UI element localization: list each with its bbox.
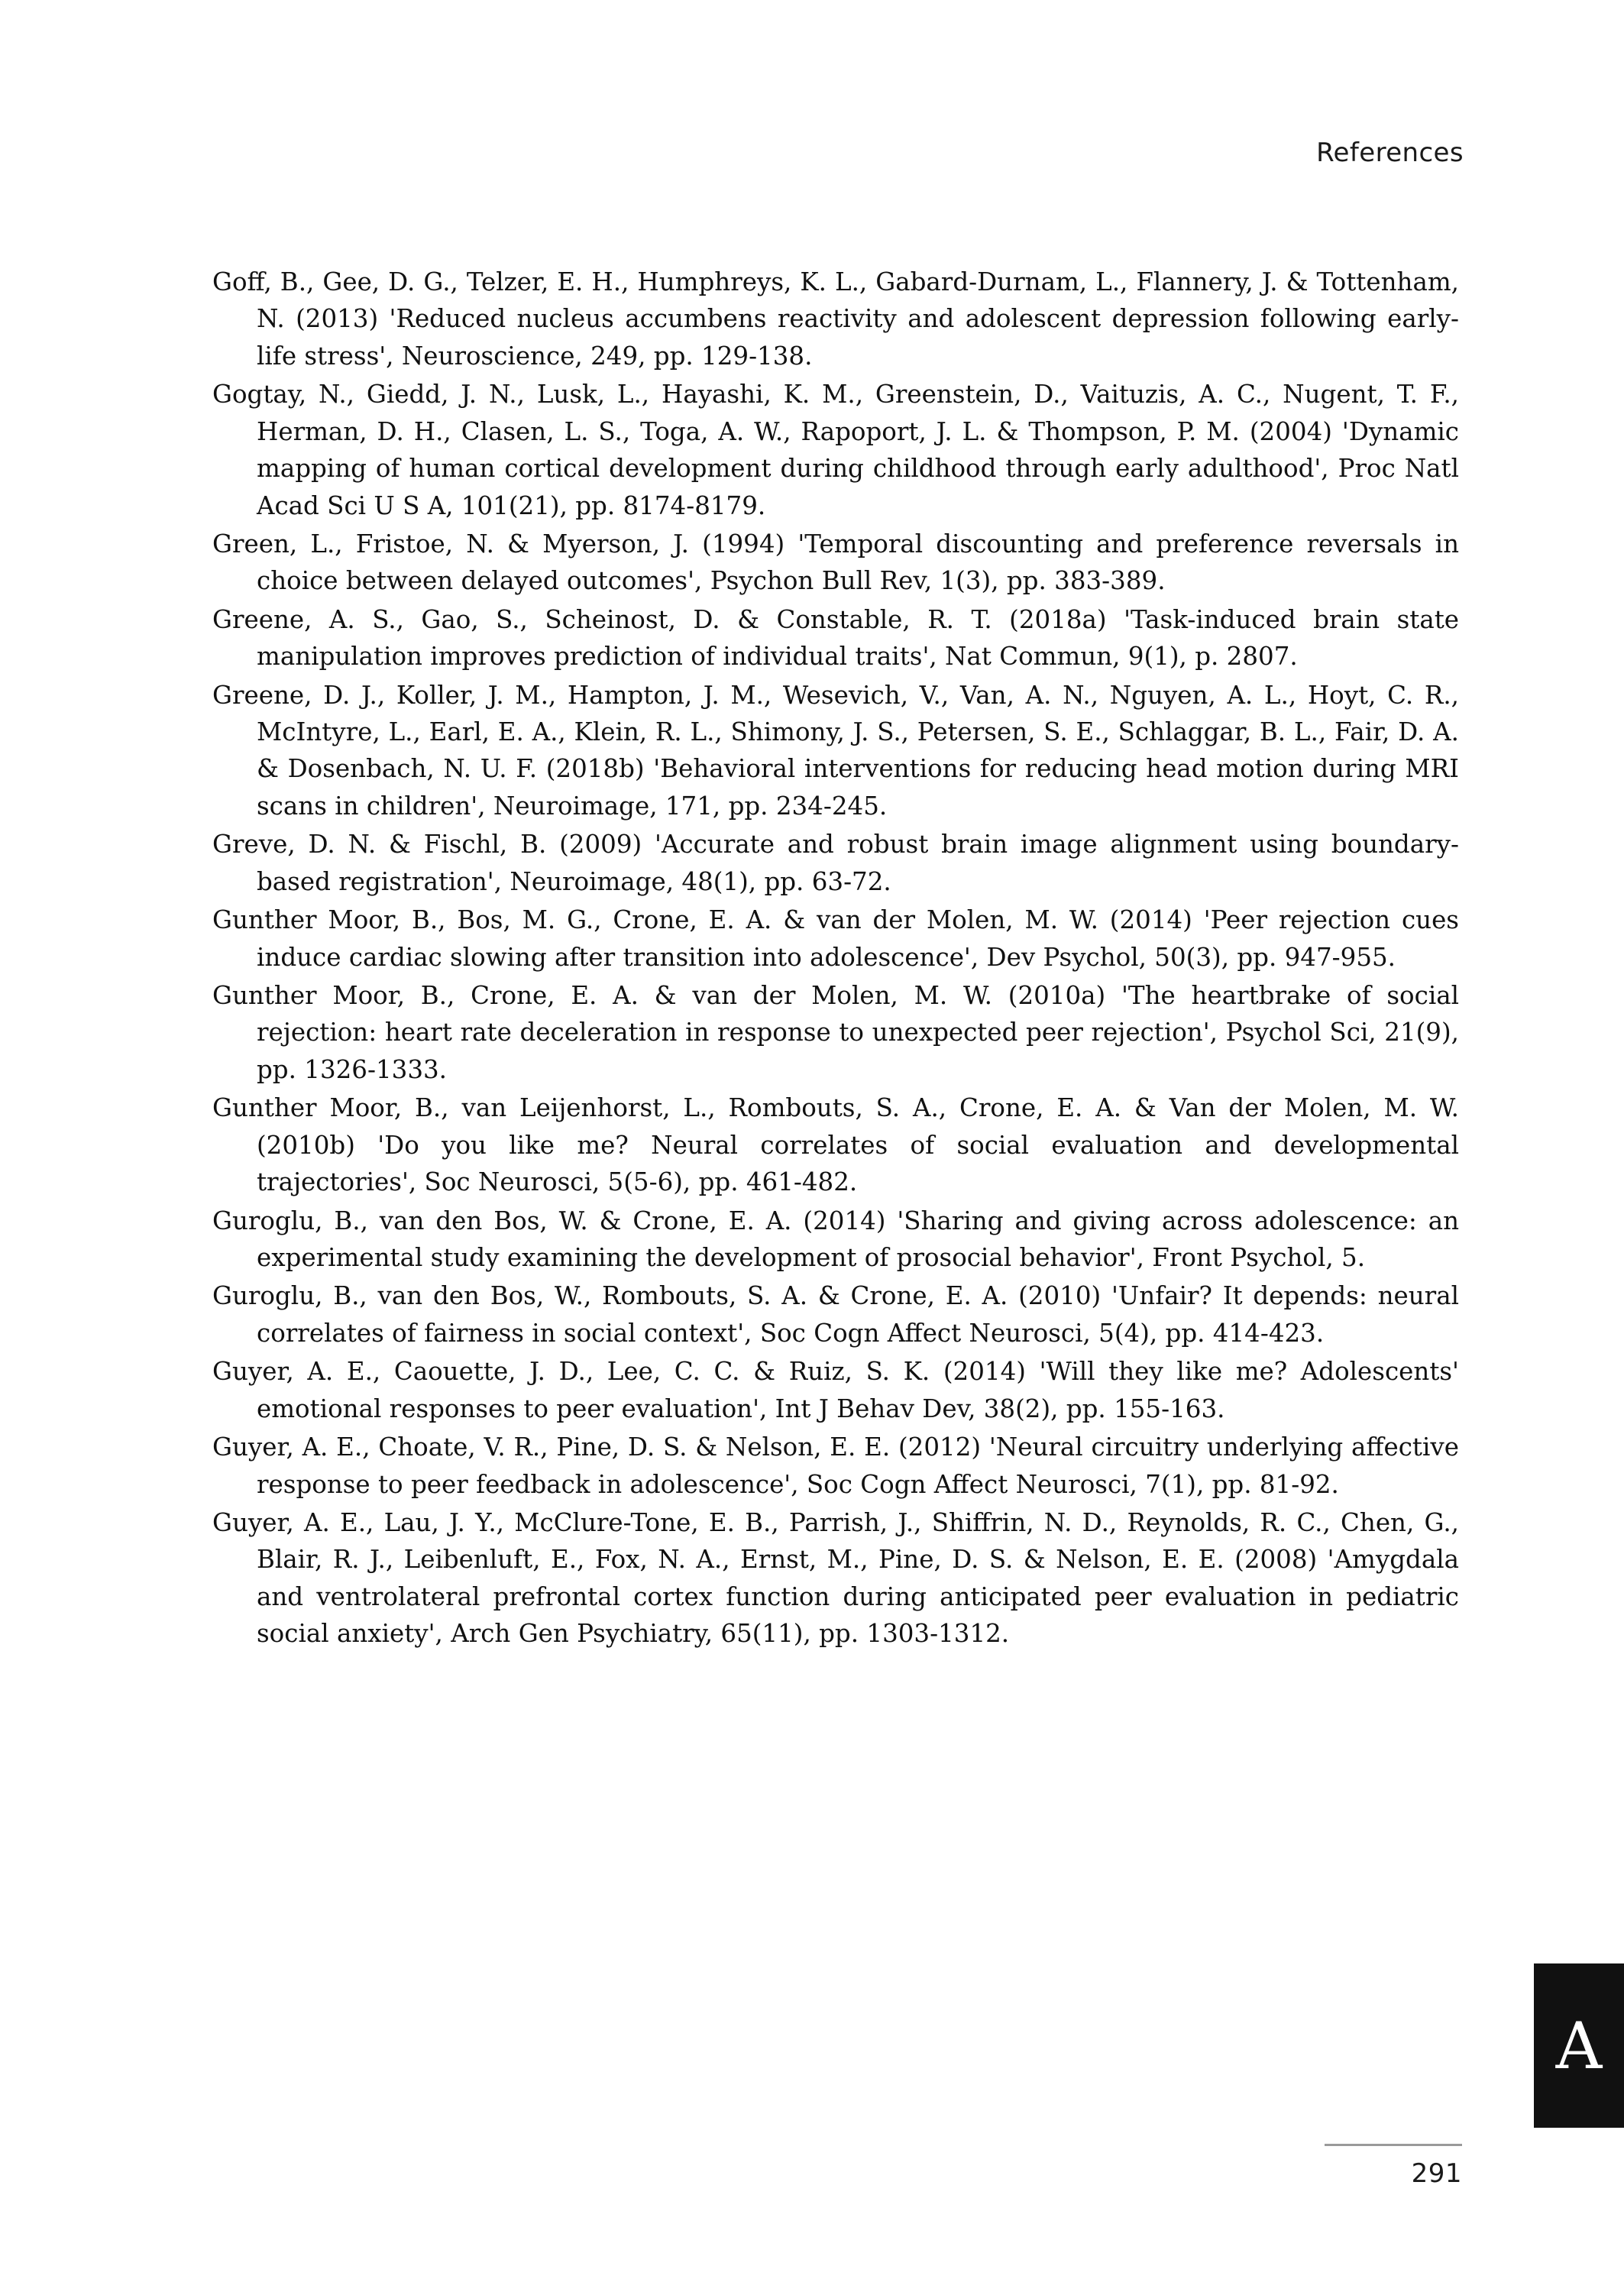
reference-entry: Greve, D. N. & Fischl, B. (2009) 'Accurate and robust brain image alignment using boundary-based registration', Neuroimage, 48(1), pp. 63-72. (212, 830, 1459, 896)
reference-entry: Guroglu, B., van den Bos, W. & Crone, E. A. (2014) 'Sharing and giving across adolescence: an experimental study examining the development of prosocial behavior', Front Psychol, 5. (212, 1206, 1459, 1272)
reference-entry: Gunther Moor, B., Crone, E. A. & van der Molen, M. W. (2010a) 'The heartbrake of social rejection: heart rate deceleration in response to unexpected peer rejection', Psychol Sci, 21(9), pp. 1326-1333. (212, 981, 1459, 1084)
page-number: 291 (1411, 2158, 1462, 2189)
reference-entry: Guyer, A. E., Lau, J. Y., McClure-Tone, E. B., Parrish, J., Shiffrin, N. D., Reynolds, R. C., Chen, G., Blair, R. J., Leibenluft, E., Fox, N. A., Ernst, M., Pine, D. S. & Nelson, E. E. (2008) 'Amygdala and ventrolateral prefrontal cortex function during anticipated peer evaluation in pediatric social anxiety', Arch Gen Psychiatry, 65(11), pp. 1303-1312. (212, 1507, 1459, 1649)
reference-entry: Gogtay, N., Giedd, J. N., Lusk, L., Hayashi, K. M., Greenstein, D., Vaituzis, A. C., Nugent, T. F., Herman, D. H., Clasen, L. S., Toga, A. W., Rapoport, J. L. & Thompson, P. M. (2004) 'Dynamic mapping of human cortical development during childhood through early adulthood', Proc Natl Acad Sci U S A, 101(21), pp. 8174-8179. (212, 380, 1459, 520)
reference-entry: Gunther Moor, B., Bos, M. G., Crone, E. A. & van der Molen, M. W. (2014) 'Peer rejection cues induce cardiac slowing after transition into adolescence', Dev Psychol, 50(3), pp. 947-955. (212, 905, 1459, 972)
reference-entry: Greene, D. J., Koller, J. M., Hampton, J. M., Wesevich, V., Van, A. N., Nguyen, A. L., Hoyt, C. R., McIntyre, L., Earl, E. A., Klein, R. L., Shimony, J. S., Petersen, S. E., Schlaggar, B. L., Fair, D. A. & Dosenbach, N. U. F. (2018b) 'Behavioral interventions for reducing head motion during MRI scans in children', Neuroimage, 171, pp. 234-245. (212, 680, 1459, 821)
appendix-tab-marker (1534, 1963, 1624, 2128)
running-head: References (1316, 138, 1464, 168)
reference-entry: Gunther Moor, B., van Leijenhorst, L., Rombouts, S. A., Crone, E. A. & Van der Molen, M. W. (2010b) 'Do you like me? Neural correlates of social evaluation and developmental trajectories', Soc Neurosci, 5(5-6), pp. 461-482. (212, 1093, 1459, 1197)
reference-entry: Green, L., Fristoe, N. & Myerson, J. (1994) 'Temporal discounting and preference reversals in choice between delayed outcomes', Psychon Bull Rev, 1(3), pp. 383-389. (212, 529, 1459, 596)
reference-entry: Guroglu, B., van den Bos, W., Rombouts, S. A. & Crone, E. A. (2010) 'Unfair? It depends: neural correlates of fairness in social context', Soc Cogn Affect Neurosci, 5(4), pp. 414-423. (212, 1281, 1459, 1348)
reference-entry: Guyer, A. E., Choate, V. R., Pine, D. S. & Nelson, E. E. (2012) 'Neural circuitry underlying affective response to peer feedback in adolescence', Soc Cogn Affect Neurosci, 7(1), pp. 81-92. (212, 1432, 1459, 1499)
footer-divider (1325, 2144, 1462, 2146)
tab-marker-letter: A (1555, 2008, 1603, 2083)
reference-entry: Guyer, A. E., Caouette, J. D., Lee, C. C. & Ruiz, S. K. (2014) 'Will they like me? Adolescents' emotional responses to peer evaluation', Int J Behav Dev, 38(2), pp. 155-163. (212, 1357, 1459, 1423)
reference-list (212, 264, 1459, 1654)
page-footer (1317, 2144, 1462, 2189)
reference-entry: Goff, B., Gee, D. G., Telzer, E. H., Humphreys, K. L., Gabard-Durnam, L., Flannery, J. & Tottenham, N. (2013) 'Reduced nucleus accumbens reactivity and adolescent depression following early-life stress', Neuroscience, 249, pp. 129-138. (212, 267, 1459, 371)
reference-entry: Greene, A. S., Gao, S., Scheinost, D. & Constable, R. T. (2018a) 'Task-induced brain state manipulation improves prediction of individual traits', Nat Commun, 9(1), p. 2807. (212, 604, 1459, 672)
